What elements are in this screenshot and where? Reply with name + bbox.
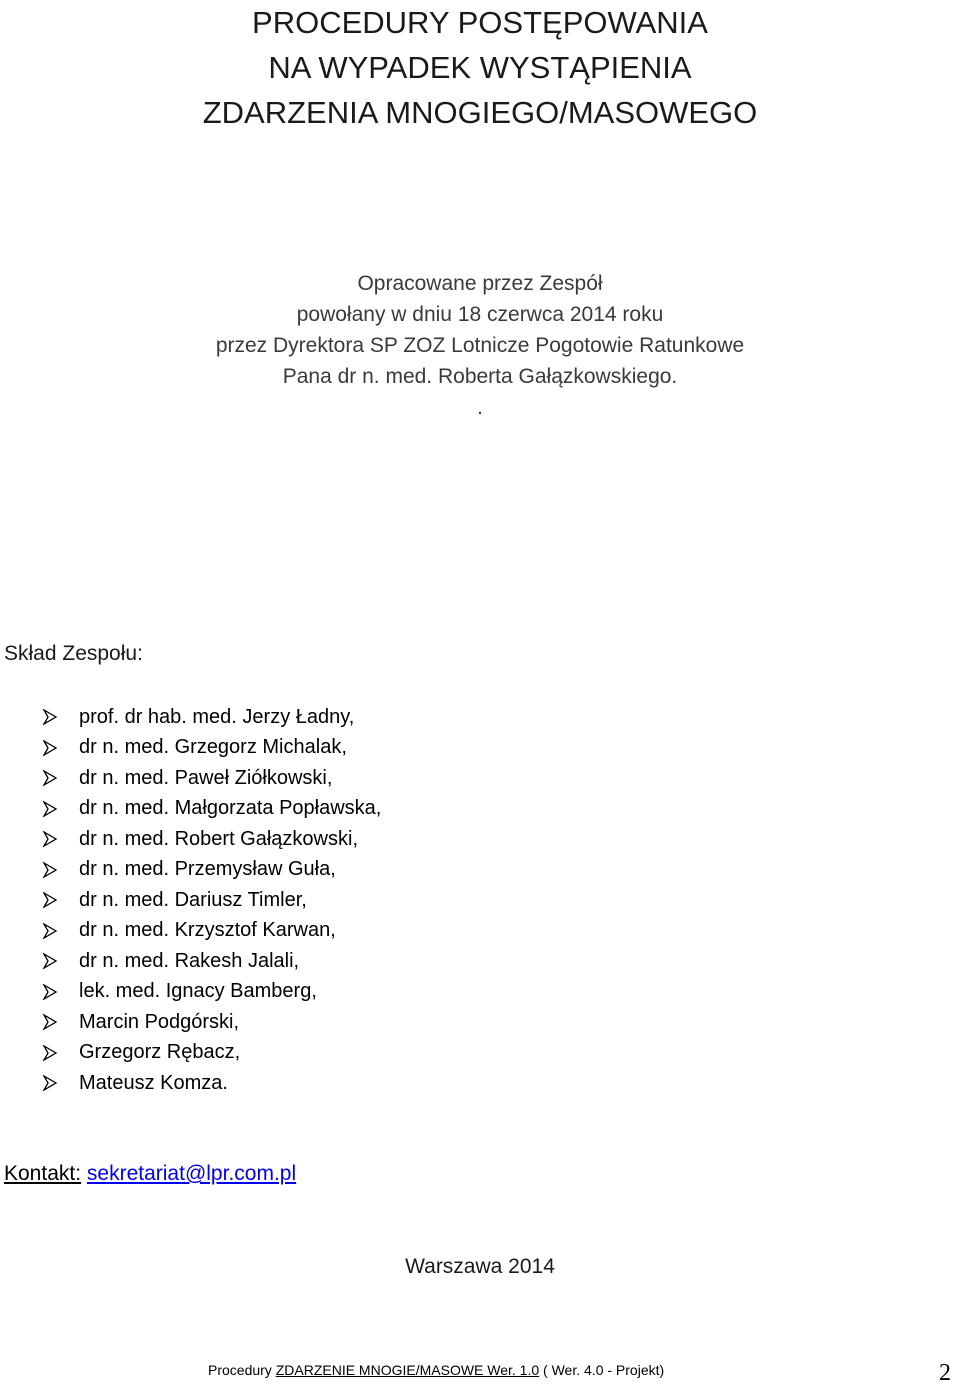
title-line-2: NA WYPADEK WYSTĄPIENIA (268, 50, 692, 85)
team-member-item (42, 885, 381, 916)
team-member-item (42, 1068, 381, 1099)
arrow-right-icon (42, 770, 58, 786)
team-member-name: lek. med. Ignacy Bamberg, (79, 980, 317, 1003)
footer-version-note: ( Wer. 4.0 - Projekt) (539, 1362, 665, 1378)
intro-paragraph (0, 268, 960, 423)
title-line-3: ZDARZENIA MNOGIEGO/MASOWEGO (202, 95, 758, 130)
team-member-item (42, 824, 381, 855)
team-member-name: prof. dr hab. med. Jerzy Ładny, (79, 705, 355, 728)
arrow-right-icon (42, 801, 58, 817)
team-member-name: dr n. med. Paweł Ziółkowski, (79, 766, 333, 789)
team-member-item (42, 733, 381, 764)
arrow-right-icon (42, 1014, 58, 1030)
arrow-right-icon (42, 740, 58, 756)
team-heading: Skład Zespołu: (4, 642, 143, 665)
title-line-1: PROCEDURY POSTĘPOWANIA (252, 5, 708, 40)
team-member-name: dr n. med. Grzegorz Michalak, (79, 736, 347, 759)
team-member-item (42, 855, 381, 886)
team-members-list (42, 702, 381, 1099)
arrow-right-icon (42, 862, 58, 878)
team-member-item (42, 702, 381, 733)
team-member-item (42, 977, 381, 1008)
page-footer (208, 1362, 664, 1378)
arrow-right-icon (42, 953, 58, 969)
team-member-item (42, 1038, 381, 1069)
contact-email-link[interactable]: sekretariat@lpr.com.pl (86, 1162, 297, 1185)
footer-prefix: Procedury (208, 1362, 276, 1378)
team-member-name: dr n. med. Rakesh Jalali, (79, 949, 300, 972)
arrow-right-icon (42, 1045, 58, 1061)
team-member-name: dr n. med. Krzysztof Karwan, (79, 919, 336, 942)
team-member-item (42, 1007, 381, 1038)
team-member-item (42, 916, 381, 947)
arrow-right-icon (42, 923, 58, 939)
intro-line-2: powołany w dniu 18 czerwca 2014 roku (296, 303, 664, 326)
team-member-name: Mateusz Komza. (79, 1071, 228, 1094)
team-member-item (42, 763, 381, 794)
team-member-name: dr n. med. Przemysław Guła, (79, 858, 336, 881)
arrow-right-icon (42, 1075, 58, 1091)
team-member-item (42, 794, 381, 825)
arrow-right-icon (42, 984, 58, 1000)
page-number: 2 (939, 1360, 951, 1386)
intro-line-5: . (477, 396, 483, 419)
team-member-name: Marcin Podgórski, (79, 1010, 240, 1033)
team-member-name: Grzegorz Rębacz, (79, 1041, 241, 1064)
document-title (0, 0, 960, 135)
arrow-right-icon (42, 709, 58, 725)
footer-doc-title: ZDARZENIE MNOGIE/MASOWE Wer. 1.0 (275, 1362, 540, 1378)
place-and-date: Warszawa 2014 (405, 1255, 555, 1278)
contact-line (4, 1162, 296, 1186)
team-member-name: dr n. med. Dariusz Timler, (79, 888, 307, 911)
team-member-name: dr n. med. Małgorzata Popławska, (79, 797, 382, 820)
team-member-name: dr n. med. Robert Gałązkowski, (79, 827, 358, 850)
intro-line-1: Opracowane przez Zespół (357, 272, 603, 295)
arrow-right-icon (42, 892, 58, 908)
intro-line-4: Pana dr n. med. Roberta Gałązkowskiego. (282, 365, 678, 388)
team-member-item (42, 946, 381, 977)
arrow-right-icon (42, 831, 58, 847)
intro-line-3: przez Dyrektora SP ZOZ Lotnicze Pogotowie Ratunkowe (215, 334, 745, 357)
contact-label: Kontakt: (4, 1162, 82, 1185)
